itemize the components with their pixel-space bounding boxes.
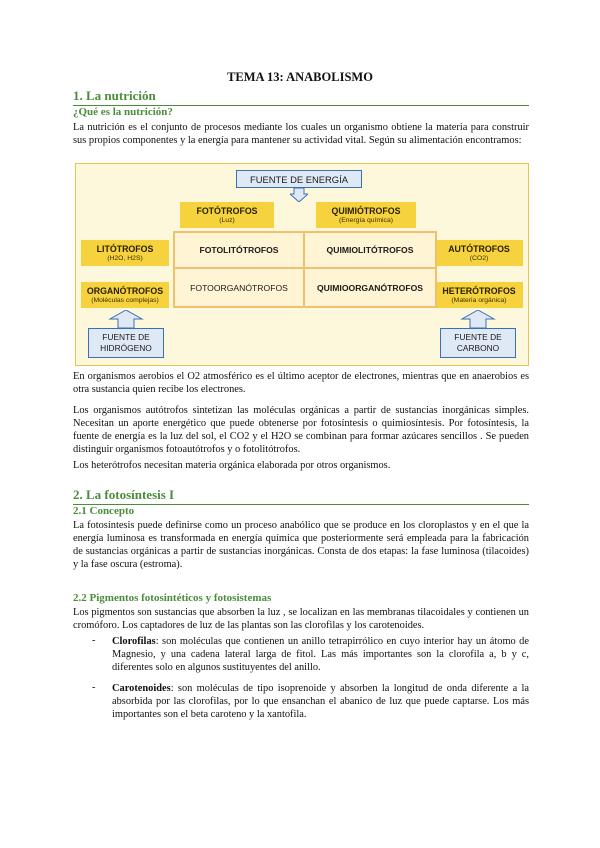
heterotrofos-title: HETERÓTROFOS: [442, 286, 516, 296]
autotrofos-sub: (CO2): [469, 255, 489, 262]
quimiotrofos-title: QUIMIÓTROFOS: [331, 206, 401, 216]
text-clorofilas: : son moléculas que contienen un anillo tetrapirrólico en cuyo interior hay un átomo de Magnesio, y una cadena lateral larga de fitol. Las más importantes son la clorofila a, b y c, diferentes solo en algunos sustituyentes del anillo.: [112, 636, 529, 673]
autotrofos-box: [435, 240, 523, 266]
bullet-mark: -: [92, 682, 96, 693]
paragraph-heterotrofos: Los heterótrofos necesitan materia orgánica elaborada por otros organismos.: [73, 460, 391, 471]
list-item-carotenoides: [112, 682, 529, 721]
autotrofos-title: AUTÓTROFOS: [448, 244, 510, 254]
quimiolitotrofos-cell: QUIMIOLITÓTROFOS: [305, 233, 435, 269]
subheading-pigmentos: 2.2 Pigmentos fotosintéticos y fotosistemas: [73, 592, 272, 604]
organotrofos-box: [81, 282, 169, 308]
heterotrofos-sub: (Materia orgánica): [451, 297, 507, 304]
subheading-concepto: 2.1 Concepto: [73, 505, 135, 517]
quimiotrofos-box: [316, 202, 416, 228]
section-heading-nutricion: 1. La nutrición: [73, 88, 529, 106]
paragraph-aerobios: En organismos aerobios el O2 atmosférico es el último aceptor de electrones, mientras que en anaerobios es otra sustancia quien recibe los electrones.: [73, 371, 529, 395]
hydrogen-source-line2: HIDRÓGENO: [100, 343, 152, 353]
organotrofos-title: ORGANÓTROFOS: [86, 286, 164, 296]
litotrofos-title: LITÓTROFOS: [96, 244, 154, 254]
fototrofos-title: FOTÓTROFOS: [196, 206, 258, 216]
hydrogen-source-box: [88, 328, 164, 358]
carbon-source-line1: FUENTE DE: [454, 332, 502, 342]
quimiotrofos-sub: (Energía química): [338, 217, 394, 224]
carbon-source-line2: CARBONO: [456, 343, 500, 353]
document-title: TEMA 13: ANABOLISMO: [227, 70, 373, 84]
carbon-source-box: [440, 328, 516, 358]
fotoorganotrofos-cell: FOTOORGANÓTROFOS: [175, 269, 305, 306]
paragraph-pigmentos: Los pigmentos son sustancias que absorben la luz , se localizan en las membranas tilacoidales y contienen un cromóforo. Los captadores de luz de las plantas son las clorofilas y los carotenoides.: [73, 607, 529, 631]
list-item-clorofilas: [112, 635, 529, 674]
subheading-que-es: ¿Qué es la nutrición?: [73, 106, 173, 118]
energy-source-box: FUENTE DE ENERGÍA: [236, 170, 362, 188]
fototrofos-box: [180, 202, 274, 228]
nutrition-grid: [173, 231, 437, 308]
bullet-mark: -: [92, 635, 96, 646]
arrow-up-right-icon: [458, 310, 498, 328]
arrow-up-left-icon: [106, 310, 146, 328]
heterotrofos-box: [435, 282, 523, 308]
fototrofos-sub: (Luz): [219, 217, 235, 224]
hydrogen-source-line1: FUENTE DE: [102, 332, 150, 342]
litotrofos-sub: (H2O, H2S): [107, 255, 143, 262]
section-heading-fotosintesis: 2. La fotosíntesis I: [73, 487, 529, 505]
arrow-down-icon: [290, 188, 308, 202]
nutrition-diagram: [75, 163, 529, 366]
paragraph-autotrofos: Los organismos autótrofos sintetizan las moléculas orgánicas a partir de sustancias inorgánicas simples. Necesitan un aporte energético que puede obtenerse por fotosíntesis o quimiosíntesis. Por fotosíntesis, la fuente de energía es la luz del sol, el CO2 y el H2O se combinan para formar azúcares sencillos . Se pueden distinguir organismos fotoautótrofos y o fotolitótrofos.: [73, 405, 529, 455]
text-carotenoides: : son moléculas de tipo isoprenoide y absorben la longitud de onda diferente a la absorbida por las clorofilas, por lo que ensanchan el abanico de luz que puede captarse. Los más importantes son el beta caroteno y la xantofila.: [112, 683, 529, 720]
paragraph-concepto: La fotosíntesis puede definirse como un proceso anabólico que se produce en los cloroplastos y en el que la energía luminosa es transformada en energía química que posteriormente será empleada para la fabricación de sustancias orgánicas a partir de sustancias inorgánicas. Consta de dos etapas: la fase luminosa (tilacoides) y la fase oscura (estroma).: [73, 520, 529, 570]
quimioorganotrofos-cell: QUIMIOORGANÓTROFOS: [317, 282, 423, 293]
organotrofos-sub: (Moléculas complejas): [91, 297, 159, 304]
fotolitotrofos-cell: FOTOLITÓTROFOS: [175, 233, 305, 269]
litotrofos-box: [81, 240, 169, 266]
term-clorofilas: Clorofilas: [112, 636, 156, 647]
term-carotenoides: Carotenoides: [112, 683, 171, 694]
paragraph-intro: La nutrición es el conjunto de procesos mediante los cuales un organismo obtiene la materia para construir sus propios componentes y la energía para mantener su actividad vital. Según su alimentación encontramos:: [73, 122, 529, 146]
